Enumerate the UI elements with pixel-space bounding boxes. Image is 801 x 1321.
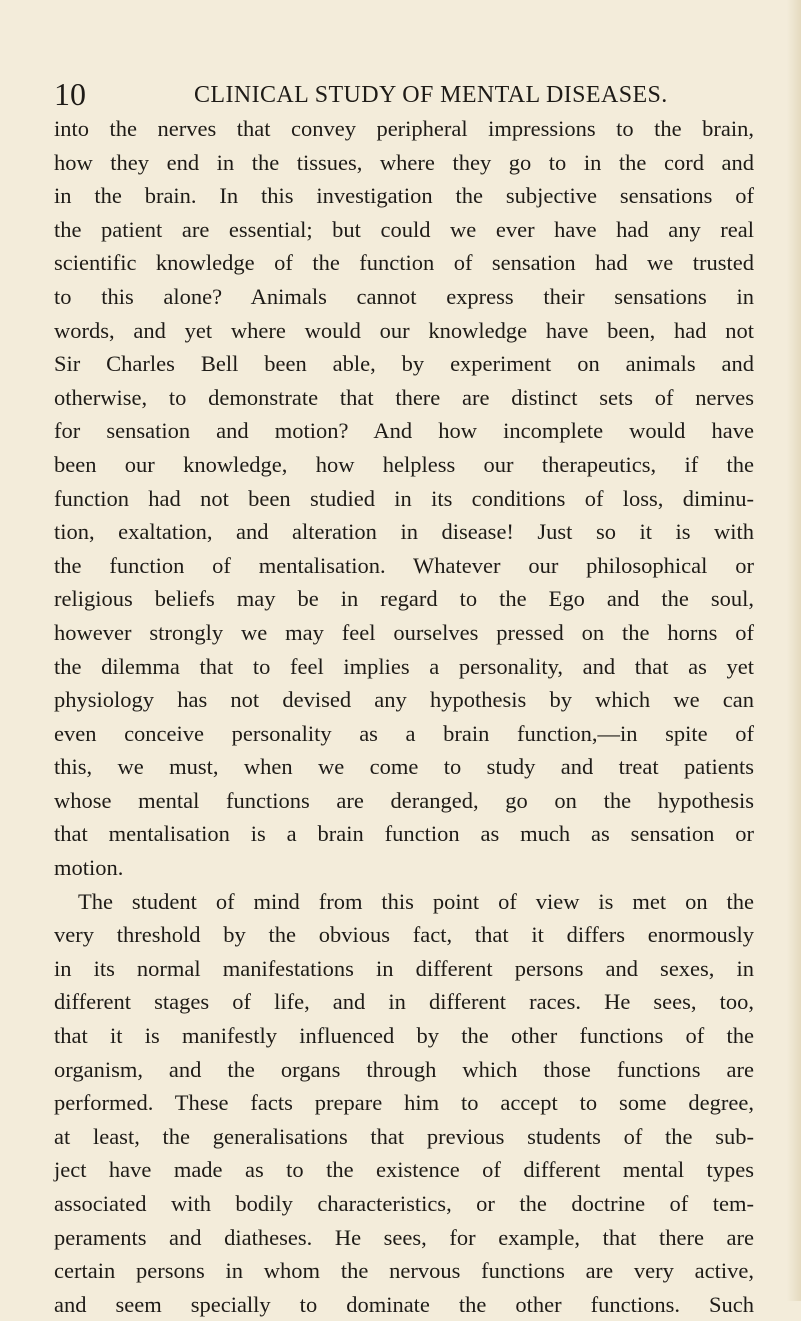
text-line: to this alone? Animals cannot express their sensations in [54,283,754,309]
text-line: into the nerves that convey peripheral impressions to the brain, [54,116,754,141]
text-line: that it is manifestly influenced by the other functions of the [54,1023,754,1049]
text-line: however strongly we may feel ourselves pressed on the horns of [54,619,754,645]
text-line: how they end in the tissues, where they go to in the cord and [54,149,754,175]
text-line: scientific knowledge of the function of sensation had we trusted [54,250,754,276]
text-line: physiology has not devised any hypothesis by which we can [54,687,754,713]
text-line: at least, the generalisations that previous students of the sub- [54,1123,754,1149]
text-line: even conceive personality as a brain function,—in spite of [54,720,754,746]
text-line: performed. These facts prepare him to accept to some degree, [54,1090,754,1116]
text-line: religious beliefs may be in regard to the Ego and the soul, [54,586,754,612]
text-line: ject have made as to the existence of different mental types [54,1157,754,1183]
running-title: CLINICAL STUDY OF MENTAL DISEASES. [194,82,668,108]
text-line: words, and yet where would our knowledge have been, had not [54,317,754,343]
text-line: that mentalisation is a brain function as much as sensation or [54,821,754,847]
text-line: in its normal manifestations in different persons and sexes, in [54,955,754,981]
text-line: tion, exaltation, and alteration in disease! Just so it is with [54,519,754,545]
text-line: the dilemma that to feel implies a personality, and that as yet [54,653,754,679]
text-line: organism, and the organs through which those functions are [54,1056,754,1082]
text-line: motion. [54,855,124,881]
text-line: certain persons in whom the nervous functions are very active, [54,1258,754,1284]
text-line: Sir Charles Bell been able, by experiment on animals and [54,351,754,377]
text-line: in the brain. In this investigation the subjective sensations of [54,183,754,209]
page-number: 10 [54,76,86,112]
text-line: whose mental functions are deranged, go on the hypothesis [54,787,754,813]
text-line: peraments and diatheses. He sees, for example, that there are [54,1224,754,1250]
text-line: otherwise, to demonstrate that there are distinct sets of nerves [54,384,754,410]
text-line: and seem specially to dominate the other functions. Such [54,1291,754,1317]
text-line: the patient are essential; but could we ever have had any real [54,216,754,242]
text-line: very threshold by the obvious fact, that it differs enormously [54,922,754,948]
text-line: this, we must, when we come to study and treat patients [54,754,754,780]
text-line: for sensation and motion? And how incomplete would have [54,418,754,444]
running-head [54,76,754,112]
text-line: function had not been studied in its conditions of loss, diminu- [54,485,754,511]
text-line: The student of mind from this point of view is met on the [78,888,754,914]
text-line: the function of mentalisation. Whatever our philosophical or [54,552,754,578]
text-line: different stages of life, and in different races. He sees, too, [54,989,754,1015]
body-text [54,112,754,1321]
text-line: been our knowledge, how helpless our therapeutics, if the [54,451,754,477]
text-line: associated with bodily characteristics, or the doctrine of tem- [54,1191,754,1216]
